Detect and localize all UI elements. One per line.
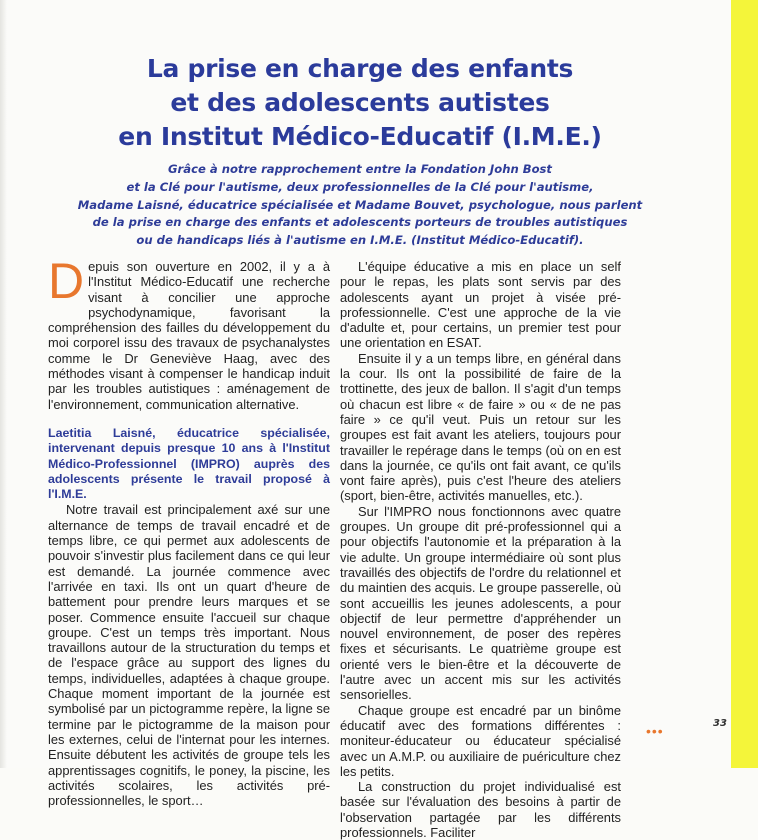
yellow-edge-band (731, 0, 758, 768)
body-paragraph: L'équipe éducative a mis en place un self pour le repas, les plats sont servis par des adolescents ayant un projet à visée pré-professionnelle. C'est une approche de la vie d'adulte et, pour certains, un premier test pour une orientation en ESAT. (340, 259, 621, 351)
drop-cap: D (48, 253, 85, 309)
continuation-dots: ••• (646, 723, 664, 739)
left-column (48, 253, 330, 809)
title-line-3: en Institut Médico-Educatif (I.M.E.) (118, 122, 602, 151)
page-spine-shadow (0, 0, 7, 768)
title-line-2: et des adolescents autistes (170, 88, 550, 117)
intro-line-2: et la Clé pour l'autisme, deux professionnelles de la Clé pour l'autisme, (126, 179, 594, 194)
article-intro (60, 161, 660, 250)
intro-line-4: de la prise en charge des enfants et adolescents porteurs de troubles autistiques (92, 215, 628, 230)
section-subheading: Laetitia Laisné, éducatrice spécialisée, intervenant depuis presque 10 ans à l'Institut Médico-Professionnel (IMPRO) auprès des adolescents présente le travail proposé à l'I.M.E. (48, 425, 330, 502)
intro-line-3: Madame Laisné, éducatrice spécialisée et Madame Bouvet, psychologue, nous parlent (77, 197, 643, 212)
title-line-1: La prise en charge des enfants (146, 54, 574, 83)
body-paragraph: Sur l'IMPRO nous fonctionnons avec quatre groupes. Un groupe dit pré-professionnel qui a pour objectifs l'autonomie et la préparation à la vie adulte. Un groupe intermédiaire où sont plus travaillés des objectifs de l'ordre du relationnel et du maintien des acquis. Le groupe passerelle, où sont accueillis les jeunes adolescents, a pour objectif de leur permettre d'appréhender un nouvel environnement, de poser des repères fixes et sécurisants. Le quatrième groupe est orienté vers le bien-être et la découverte de l'autre avec un accent mis sur les activités sensorielles. (340, 503, 621, 703)
intro-line-5: ou de handicaps liés à l'autisme en I.M.E. (Institut Médico-Educatif). (136, 233, 584, 248)
right-column (340, 259, 621, 840)
body-paragraph: La construction du projet individualisé est basée sur l'évaluation des besoins à partir de l'observation partagée par les différents professionnels. Faciliter (340, 779, 621, 840)
page-number: 33 (713, 718, 727, 729)
body-paragraph: Ensuite il y a un temps libre, en général dans la cour. Ils ont la possibilité de faire de la trottinette, des jeux de ballon. Il s'agit d'un temps où chacun est libre « de faire » ou « de ne pas faire » ce qu'il veut. Puis un retour sur les groupes est fait avant les ateliers, toujours pour travailler le repérage dans le temps (où on en est dans la journée, ce qu'ils ont fait avant, ce qu'ils vont faire après), puis c'est l'heure des ateliers (sport, bien-être, activités manuelles, etc.). (340, 350, 621, 504)
opening-paragraph-text: epuis son ouverture en 2002, il y a à l'Institut Médico-Educatif une recherche visant à concilier une approche psychodynamique, favorisant la compréhension des failles du développement du moi corporel issu des travaux de psychanalystes comme le Dr Geneviève Haag, avec des méthodes visant à compenser le handicap induit par les troubles autistiques : aménagement de l'environnement, communication alternative. (48, 259, 330, 412)
article-title (40, 52, 680, 154)
opening-paragraph (48, 253, 330, 412)
intro-line-1: Grâce à notre rapprochement entre la Fondation John Bost (168, 162, 552, 176)
body-paragraph: Chaque groupe est encadré par un binôme éducatif avec des formations différentes : moniteur-éducateur ou éducateur spécialisé avec un A.M.P. ou auxiliaire de puériculture chez les petits. (340, 702, 621, 779)
body-paragraph: Notre travail est principalement axé sur une alternance de temps de travail encadré et de temps libre, ce qui permet aux adolescents de pouvoir s'investir plus facilement dans ce qui leur est demandé. La journée commence avec l'arrivée en taxi. Ils ont un quart d'heure de battement pour prendre leurs marques et se poser. Commence ensuite l'accueil sur chaque groupe. C'est un temps très important. Nous travaillons autour de la structuration du temps et de l'espace grâce au support des lignes du temps, individuelles, adaptées à chaque groupe. Chaque moment important de la journée est symbolisé par un pictogramme repère, la ligne se termine par le pictogramme de la maison pour les externes, celui de l'internat pour les internes. Ensuite débutent les activités de groupe tels les apprentissages cognitifs, le poney, la piscine, les activités scolaires, les activités pré-professionnelles, le sport… (48, 502, 330, 809)
